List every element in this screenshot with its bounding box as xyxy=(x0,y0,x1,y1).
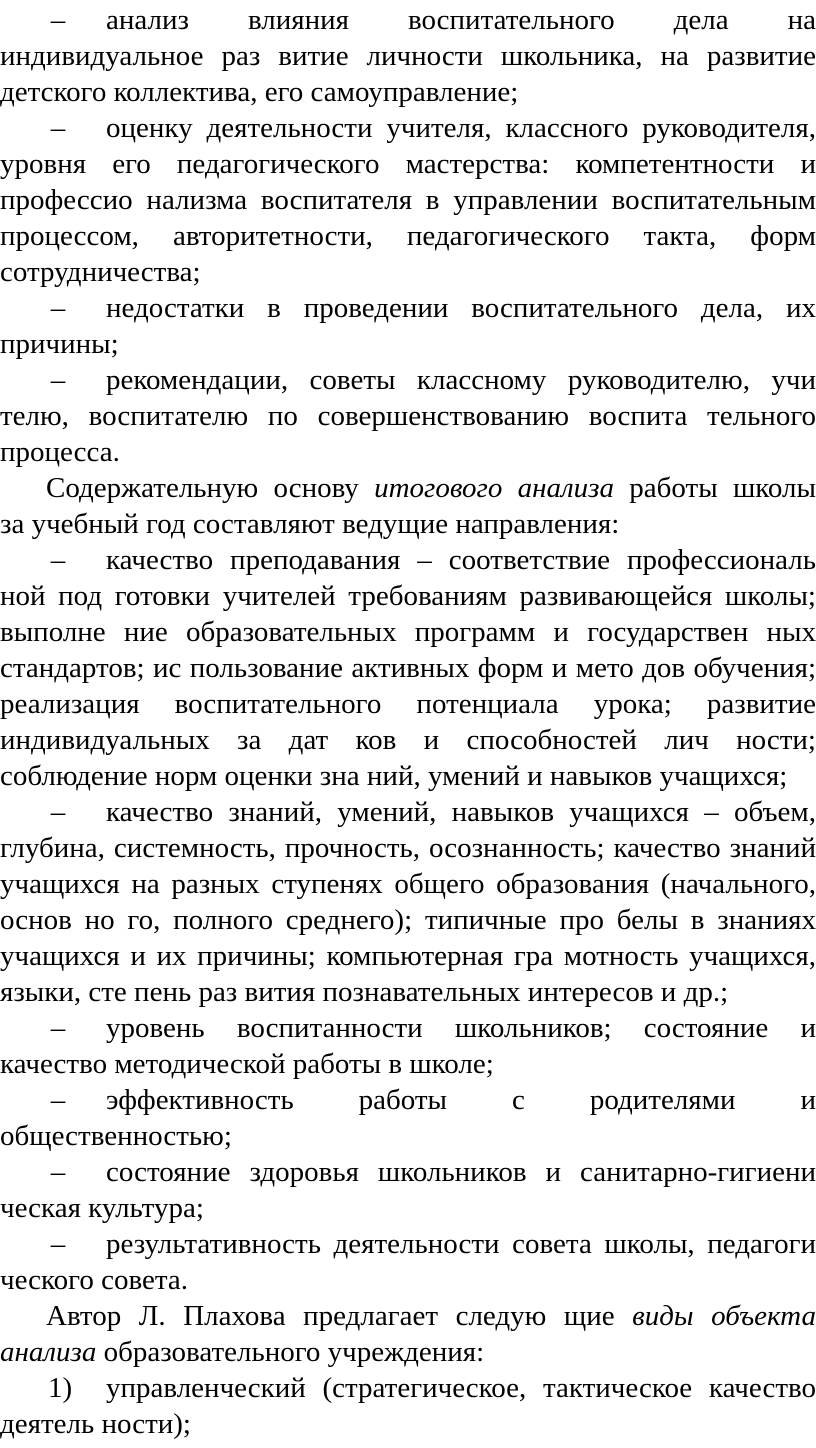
text-line: учащихся и их причины; компьютерная гра мотность учащихся, xyxy=(0,940,816,972)
list-number: 1) xyxy=(48,1372,73,1404)
text-line: индивидуальных за дат ков и способностей лич ности; xyxy=(0,724,816,756)
list-item-text: управленческий (стратегическое, тактическое качество xyxy=(106,1372,816,1404)
text-line: общественностью; xyxy=(0,1120,232,1152)
text-line: причины; xyxy=(0,328,119,360)
list-dash: – xyxy=(50,4,66,36)
list-dash: – xyxy=(50,796,66,828)
text-line: индивидуальное раз витие личности школьника, на развитие xyxy=(0,40,816,72)
text-line: основ но го, полного среднего); типичные про белы в знаниях xyxy=(0,904,816,936)
list-item-text: уровень воспитанности школьников; состояние и xyxy=(106,1012,816,1044)
text-run: Содержательную основу xyxy=(46,472,375,504)
list-item-text: эффективность работы с родителями и xyxy=(106,1084,816,1116)
text-run: работы школы xyxy=(614,472,816,504)
text-line: соблюдение норм оценки зна ний, умений и навыков учащихся; xyxy=(0,760,788,792)
list-dash: – xyxy=(50,292,66,324)
text-line: реализация воспитательного потенциала урока; развитие xyxy=(0,688,816,720)
text-line: учащихся на разных ступенях общего образования (начального, xyxy=(0,868,816,900)
text-line: качество методической работы в школе; xyxy=(0,1048,494,1080)
paragraph-first-line xyxy=(46,470,816,506)
list-item-text: качество преподавания – соответствие профессиональ xyxy=(106,544,816,576)
text-line: телю, воспитателю по совершенствованию воспита тельного xyxy=(0,400,816,432)
list-item-text: недостатки в проведении воспитательного дела, их xyxy=(106,292,816,324)
list-item-text: оценку деятельности учителя, классного руководителя, xyxy=(106,112,816,144)
italic-term: виды объекта xyxy=(632,1300,816,1332)
text-line: выполне ние образовательных программ и государствен ных xyxy=(0,616,816,648)
list-dash: – xyxy=(50,1156,66,1188)
list-dash: – xyxy=(50,112,66,144)
text-line xyxy=(0,1334,816,1370)
text-line: процесса. xyxy=(0,436,120,468)
list-item-text: качество знаний, умений, навыков учащихся – объем, xyxy=(106,796,816,828)
text-line: стандартов; ис пользование активных форм и мето дов обучения; xyxy=(0,652,816,684)
paragraph-first-line xyxy=(46,1298,816,1334)
text-line: сотрудничества; xyxy=(0,256,201,288)
list-dash: – xyxy=(50,1228,66,1260)
list-dash: – xyxy=(50,1012,66,1044)
text-line: глубина, системность, прочность, осознанность; качество знаний xyxy=(0,832,816,864)
italic-term: итогового анализа xyxy=(374,472,614,504)
list-item-text: рекомендации, советы классному руководителю, учи xyxy=(106,364,816,396)
text-run: Автор Л. Плахова предлагает следую щие xyxy=(46,1300,633,1332)
text-line: за учебный год составляют ведущие направления: xyxy=(0,508,620,540)
text-line: языки, сте пень раз вития познавательных интересов и др.; xyxy=(0,976,729,1008)
text-line: ческого совета. xyxy=(0,1264,189,1296)
text-line: деятель ности); xyxy=(0,1408,191,1440)
text-line: уровня его педагогического мастерства: компетентности и xyxy=(0,148,816,180)
text-line: процессом, авторитетности, педагогического такта, форм xyxy=(0,220,816,252)
text-line: ческая культура; xyxy=(0,1192,204,1224)
list-dash: – xyxy=(50,364,66,396)
text-run: образовательного учреждения: xyxy=(96,1336,485,1368)
list-item-text: состояние здоровья школьников и санитарно-гигиени xyxy=(106,1156,816,1188)
list-item-text: анализ влияния воспитательного дела на xyxy=(106,4,816,36)
list-dash: – xyxy=(50,544,66,576)
text-line: детского коллектива, его самоуправление; xyxy=(0,76,519,108)
italic-term: анализа xyxy=(0,1336,97,1368)
list-item-text: результативность деятельности совета школы, педагоги xyxy=(106,1228,816,1260)
text-line: ной под готовки учителей требованиям развивающейся школы; xyxy=(0,580,816,612)
text-line: профессио нализма воспитателя в управлении воспитательным xyxy=(0,184,816,216)
list-dash: – xyxy=(50,1084,66,1116)
